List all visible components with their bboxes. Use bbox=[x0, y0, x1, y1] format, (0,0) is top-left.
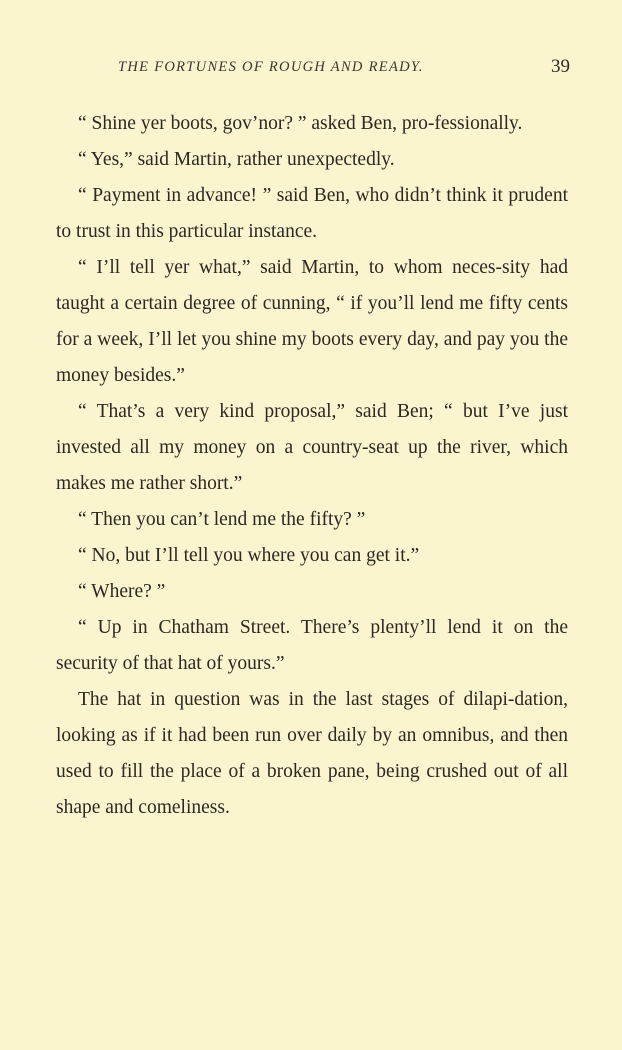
running-title: THE FORTUNES OF ROUGH AND READY. bbox=[118, 59, 424, 75]
paragraph: “ I’ll tell yer what,” said Martin, to whom neces-sity had taught a certain degree of cunning, “ if you’ll lend me fifty cents for a week, I’ll let you shine my boots every day, and pay you the money besides.” bbox=[56, 257, 568, 386]
paragraph: “ Yes,” said Martin, rather unexpectedly. bbox=[78, 149, 395, 170]
paragraph: “ Shine yer boots, gov’nor? ” asked Ben, pro-fessionally. bbox=[78, 113, 523, 134]
paragraph: “ Payment in advance! ” said Ben, who didn’t think it prudent to trust in this particular instance. bbox=[56, 185, 568, 242]
paragraph: “ Up in Chatham Street. There’s plenty’ll lend it on the security of that hat of yours.” bbox=[56, 617, 568, 674]
paragraph: “ Then you can’t lend me the fifty? ” bbox=[78, 509, 366, 530]
page-number: 39 bbox=[551, 56, 570, 77]
paragraph: “ Where? ” bbox=[78, 581, 166, 602]
paragraph: The hat in question was in the last stages of dilapi-dation, looking as if it had been run over daily by an omnibus, and then used to fill the place of a broken pane, being crushed out of all shape and comeliness. bbox=[56, 689, 568, 818]
paragraph: “ That’s a very kind proposal,” said Ben; “ but I’ve just invested all my money on a country-seat up the river, which makes me rather short.” bbox=[56, 401, 568, 494]
body-text bbox=[56, 106, 568, 826]
running-head bbox=[118, 56, 570, 78]
paragraph: “ No, but I’ll tell you where you can get it.” bbox=[78, 545, 420, 566]
